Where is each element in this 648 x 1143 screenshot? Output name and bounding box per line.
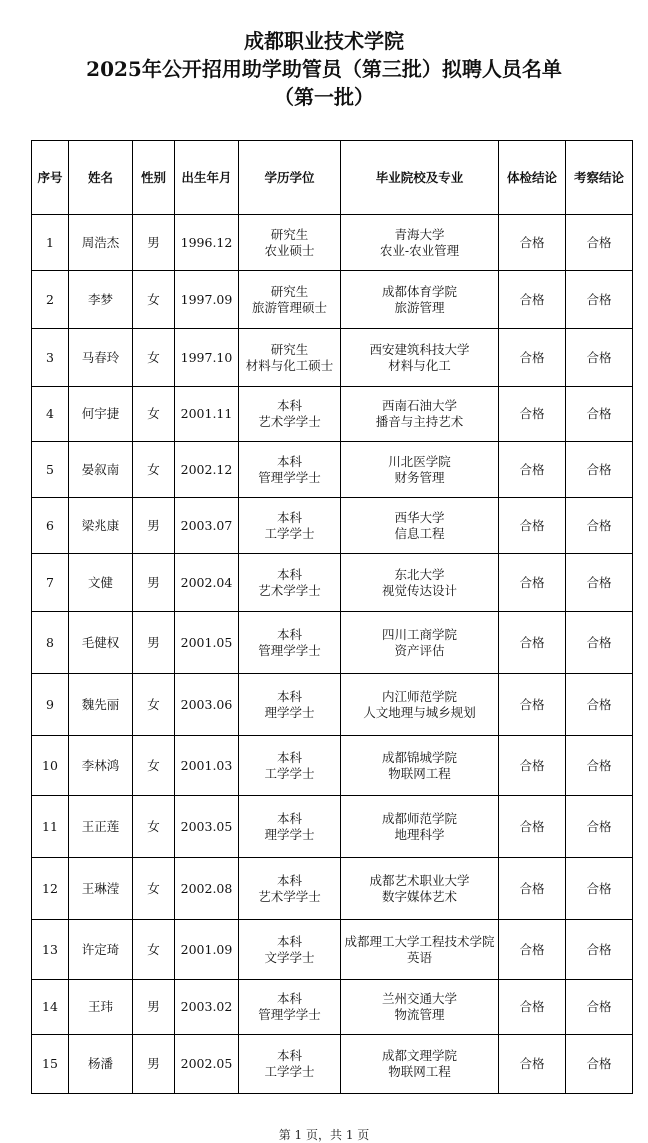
cell-review: 合格 xyxy=(566,215,633,271)
cell-school-major-major: 视觉传达设计 xyxy=(381,582,457,598)
cell-no: 14 xyxy=(32,980,69,1035)
cell-gender: 男 xyxy=(133,612,175,674)
cell-school-major xyxy=(341,215,499,271)
cell-education-edu2: 艺术学学士 xyxy=(258,582,321,598)
cell-school-major-major: 播音与主持艺术 xyxy=(375,414,464,429)
cell-education-edu1: 本科 xyxy=(276,810,302,826)
cell-review: 合格 xyxy=(566,271,633,329)
cell-name: 李林鸿 xyxy=(69,736,133,796)
header-review: 考察结论 xyxy=(566,141,633,215)
header-gender: 性别 xyxy=(133,141,175,215)
header-school-major: 毕业院校及专业 xyxy=(341,141,499,215)
cell-school-major-school: 西南石油大学 xyxy=(381,398,457,413)
table-row xyxy=(32,674,633,736)
header-health: 体检结论 xyxy=(499,141,566,215)
cell-health: 合格 xyxy=(499,612,566,674)
cell-school-major xyxy=(341,498,499,554)
cell-education xyxy=(239,796,341,858)
cell-health: 合格 xyxy=(499,498,566,554)
cell-education xyxy=(239,442,341,498)
header-birth: 出生年月 xyxy=(175,141,239,215)
cell-no: 9 xyxy=(32,674,69,736)
cell-education xyxy=(239,215,341,271)
cell-school-major-major: 信息工程 xyxy=(394,525,445,541)
cell-no: 2 xyxy=(32,271,69,329)
cell-name: 梁兆康 xyxy=(69,498,133,554)
cell-health: 合格 xyxy=(499,736,566,796)
table-row xyxy=(32,858,633,920)
cell-birth: 2002.12 xyxy=(175,442,239,498)
cell-education-edu1: 本科 xyxy=(276,509,302,525)
cell-name: 李梦 xyxy=(69,271,133,329)
cell-school-major-school: 青海大学 xyxy=(394,226,445,242)
cell-no: 12 xyxy=(32,858,69,920)
cell-review: 合格 xyxy=(566,920,633,980)
cell-school-major-school: 东北大学 xyxy=(394,566,445,582)
table-row xyxy=(32,1035,633,1094)
cell-school-major xyxy=(341,674,499,736)
cell-education-edu1: 研究生 xyxy=(270,226,309,242)
table-row xyxy=(32,980,633,1035)
cell-school-major-major: 材料与化工 xyxy=(388,357,451,373)
candidates-table xyxy=(31,140,633,1094)
cell-school-major-school: 内江师范学院 xyxy=(381,688,457,704)
cell-review: 合格 xyxy=(566,858,633,920)
page-footer: 第 1 页，共 1 页 xyxy=(278,1128,370,1142)
cell-birth: 2003.06 xyxy=(175,674,239,736)
cell-school-major-school: 成都锦城学院 xyxy=(381,749,457,765)
cell-health: 合格 xyxy=(499,329,566,387)
cell-birth: 1996.12 xyxy=(175,215,239,271)
cell-health: 合格 xyxy=(499,442,566,498)
cell-education-edu2: 工学学士 xyxy=(264,765,315,781)
cell-education-edu1: 本科 xyxy=(276,872,302,888)
cell-review: 合格 xyxy=(566,674,633,736)
table-row xyxy=(32,796,633,858)
cell-education-edu2: 管理学学士 xyxy=(258,469,321,485)
cell-health: 合格 xyxy=(499,980,566,1035)
cell-gender: 男 xyxy=(133,1035,175,1094)
cell-education-edu1: 本科 xyxy=(276,749,302,765)
document-title: 成都职业技术学院 xyxy=(244,29,404,53)
cell-review: 合格 xyxy=(566,498,633,554)
header-name: 姓名 xyxy=(69,141,133,215)
table-row xyxy=(32,736,633,796)
cell-education xyxy=(239,612,341,674)
cell-name: 文健 xyxy=(69,554,133,612)
cell-education xyxy=(239,736,341,796)
cell-health: 合格 xyxy=(499,271,566,329)
cell-birth: 2002.05 xyxy=(175,1035,239,1094)
cell-education-edu1: 本科 xyxy=(276,566,302,582)
cell-health: 合格 xyxy=(499,554,566,612)
cell-birth: 2001.09 xyxy=(175,920,239,980)
table-row xyxy=(32,498,633,554)
cell-name: 杨潘 xyxy=(69,1035,133,1094)
cell-school-major xyxy=(341,387,499,442)
cell-name: 马春玲 xyxy=(69,329,133,387)
table-row xyxy=(32,329,633,387)
table-row xyxy=(32,920,633,980)
cell-birth: 2002.04 xyxy=(175,554,239,612)
cell-education xyxy=(239,329,341,387)
cell-health: 合格 xyxy=(499,796,566,858)
cell-school-major xyxy=(341,442,499,498)
table-header-row xyxy=(32,141,633,215)
cell-no: 3 xyxy=(32,329,69,387)
table-row xyxy=(32,612,633,674)
cell-education-edu1: 本科 xyxy=(276,453,302,469)
cell-birth: 2001.05 xyxy=(175,612,239,674)
cell-review: 合格 xyxy=(566,329,633,387)
cell-health: 合格 xyxy=(499,215,566,271)
cell-school-major-major: 财务管理 xyxy=(394,469,445,485)
cell-name: 王正莲 xyxy=(69,796,133,858)
cell-review: 合格 xyxy=(566,442,633,498)
cell-school-major-major: 物流管理 xyxy=(394,1007,445,1022)
document-subtitle: 2025年公开招用助学助管员（第三批）拟聘人员名单 xyxy=(86,57,562,81)
cell-school-major xyxy=(341,920,499,980)
cell-education-edu1: 研究生 xyxy=(270,341,309,357)
cell-education-edu2: 理学学士 xyxy=(264,826,315,842)
cell-school-major-major: 人文地理与城乡规划 xyxy=(363,704,476,720)
cell-school-major-major: 英语 xyxy=(406,949,432,965)
cell-school-major-school: 川北医学院 xyxy=(388,453,451,469)
cell-gender: 女 xyxy=(133,858,175,920)
table-row xyxy=(32,215,633,271)
cell-name: 王琳滢 xyxy=(69,858,133,920)
document-batch: （第一批） xyxy=(274,85,374,109)
cell-no: 15 xyxy=(32,1035,69,1094)
cell-no: 11 xyxy=(32,796,69,858)
cell-education-edu1: 本科 xyxy=(276,991,302,1006)
cell-school-major-school: 西安建筑科技大学 xyxy=(369,341,470,357)
cell-name: 王玮 xyxy=(69,980,133,1035)
cell-education-edu2: 工学学士 xyxy=(264,525,315,541)
cell-school-major-school: 成都师范学院 xyxy=(381,810,457,826)
cell-gender: 男 xyxy=(133,498,175,554)
cell-no: 5 xyxy=(32,442,69,498)
cell-education-edu1: 本科 xyxy=(276,626,302,642)
cell-school-major-school: 成都文理学院 xyxy=(381,1048,457,1063)
cell-no: 7 xyxy=(32,554,69,612)
cell-review: 合格 xyxy=(566,387,633,442)
cell-school-major xyxy=(341,736,499,796)
cell-name: 何宇捷 xyxy=(69,387,133,442)
cell-education xyxy=(239,1035,341,1094)
cell-education-edu2: 材料与化工硕士 xyxy=(245,357,334,373)
cell-gender: 女 xyxy=(133,442,175,498)
cell-review: 合格 xyxy=(566,612,633,674)
cell-name: 毛健权 xyxy=(69,612,133,674)
cell-education-edu1: 本科 xyxy=(276,688,302,704)
cell-gender: 女 xyxy=(133,329,175,387)
cell-review: 合格 xyxy=(566,796,633,858)
cell-birth: 1997.10 xyxy=(175,329,239,387)
cell-school-major-school: 成都艺术职业大学 xyxy=(369,872,470,888)
cell-school-major xyxy=(341,796,499,858)
cell-education-edu2: 管理学学士 xyxy=(258,1007,321,1022)
cell-no: 4 xyxy=(32,387,69,442)
cell-school-major-school: 四川工商学院 xyxy=(381,626,457,642)
cell-school-major xyxy=(341,271,499,329)
cell-education-edu2: 艺术学学士 xyxy=(258,414,321,429)
cell-school-major-school: 西华大学 xyxy=(394,509,445,525)
cell-birth: 2002.08 xyxy=(175,858,239,920)
cell-education-edu2: 农业硕士 xyxy=(264,242,315,258)
table-row xyxy=(32,387,633,442)
cell-education xyxy=(239,387,341,442)
cell-school-major-school: 成都理工大学工程技术学院 xyxy=(344,933,495,949)
cell-school-major xyxy=(341,329,499,387)
cell-education-edu2: 文学学士 xyxy=(264,949,315,965)
cell-education xyxy=(239,554,341,612)
cell-gender: 男 xyxy=(133,554,175,612)
cell-school-major-school: 兰州交通大学 xyxy=(381,991,457,1006)
cell-education-edu2: 理学学士 xyxy=(264,704,315,720)
cell-birth: 2003.07 xyxy=(175,498,239,554)
cell-name: 晏叙南 xyxy=(69,442,133,498)
cell-school-major-school: 成都体育学院 xyxy=(381,283,457,299)
cell-birth: 2001.03 xyxy=(175,736,239,796)
cell-gender: 女 xyxy=(133,796,175,858)
cell-health: 合格 xyxy=(499,920,566,980)
table-row xyxy=(32,442,633,498)
cell-gender: 女 xyxy=(133,920,175,980)
cell-education-edu1: 研究生 xyxy=(270,283,309,299)
cell-education xyxy=(239,674,341,736)
cell-no: 8 xyxy=(32,612,69,674)
cell-birth: 2003.02 xyxy=(175,980,239,1035)
cell-no: 1 xyxy=(32,215,69,271)
cell-birth: 2001.11 xyxy=(175,387,239,442)
cell-school-major-major: 地理科学 xyxy=(394,826,445,842)
cell-school-major xyxy=(341,554,499,612)
cell-education-edu2: 工学学士 xyxy=(264,1064,315,1079)
cell-health: 合格 xyxy=(499,674,566,736)
cell-education-edu2: 旅游管理硕士 xyxy=(251,299,327,315)
cell-education xyxy=(239,858,341,920)
cell-school-major-major: 物联网工程 xyxy=(388,765,451,781)
cell-name: 魏先丽 xyxy=(69,674,133,736)
cell-education xyxy=(239,498,341,554)
cell-review: 合格 xyxy=(566,736,633,796)
cell-school-major-major: 资产评估 xyxy=(394,642,445,658)
cell-health: 合格 xyxy=(499,387,566,442)
cell-gender: 女 xyxy=(133,674,175,736)
cell-health: 合格 xyxy=(499,858,566,920)
cell-education-edu1: 本科 xyxy=(276,1048,302,1063)
table-row xyxy=(32,554,633,612)
cell-no: 6 xyxy=(32,498,69,554)
cell-school-major xyxy=(341,612,499,674)
cell-education xyxy=(239,920,341,980)
cell-gender: 女 xyxy=(133,736,175,796)
cell-birth: 1997.09 xyxy=(175,271,239,329)
cell-education xyxy=(239,271,341,329)
cell-no: 10 xyxy=(32,736,69,796)
cell-school-major xyxy=(341,1035,499,1094)
cell-name: 许定琦 xyxy=(69,920,133,980)
cell-school-major-major: 农业-农业管理 xyxy=(379,242,460,258)
cell-gender: 男 xyxy=(133,980,175,1035)
cell-birth: 2003.05 xyxy=(175,796,239,858)
header-education: 学历学位 xyxy=(239,141,341,215)
cell-school-major-major: 数字媒体艺术 xyxy=(381,888,457,904)
cell-health: 合格 xyxy=(499,1035,566,1094)
cell-education-edu2: 管理学学士 xyxy=(258,642,321,658)
header-no: 序号 xyxy=(32,141,69,215)
cell-review: 合格 xyxy=(566,980,633,1035)
cell-gender: 女 xyxy=(133,387,175,442)
cell-review: 合格 xyxy=(566,554,633,612)
cell-school-major-major: 物联网工程 xyxy=(388,1064,451,1079)
cell-no: 13 xyxy=(32,920,69,980)
cell-education-edu2: 艺术学学士 xyxy=(258,888,321,904)
cell-education-edu1: 本科 xyxy=(276,398,302,413)
cell-review: 合格 xyxy=(566,1035,633,1094)
cell-gender: 男 xyxy=(133,215,175,271)
table-row xyxy=(32,271,633,329)
cell-gender: 女 xyxy=(133,271,175,329)
cell-name: 周浩杰 xyxy=(69,215,133,271)
cell-school-major xyxy=(341,980,499,1035)
cell-school-major xyxy=(341,858,499,920)
cell-education-edu1: 本科 xyxy=(276,933,302,949)
cell-education xyxy=(239,980,341,1035)
cell-school-major-major: 旅游管理 xyxy=(394,299,445,315)
